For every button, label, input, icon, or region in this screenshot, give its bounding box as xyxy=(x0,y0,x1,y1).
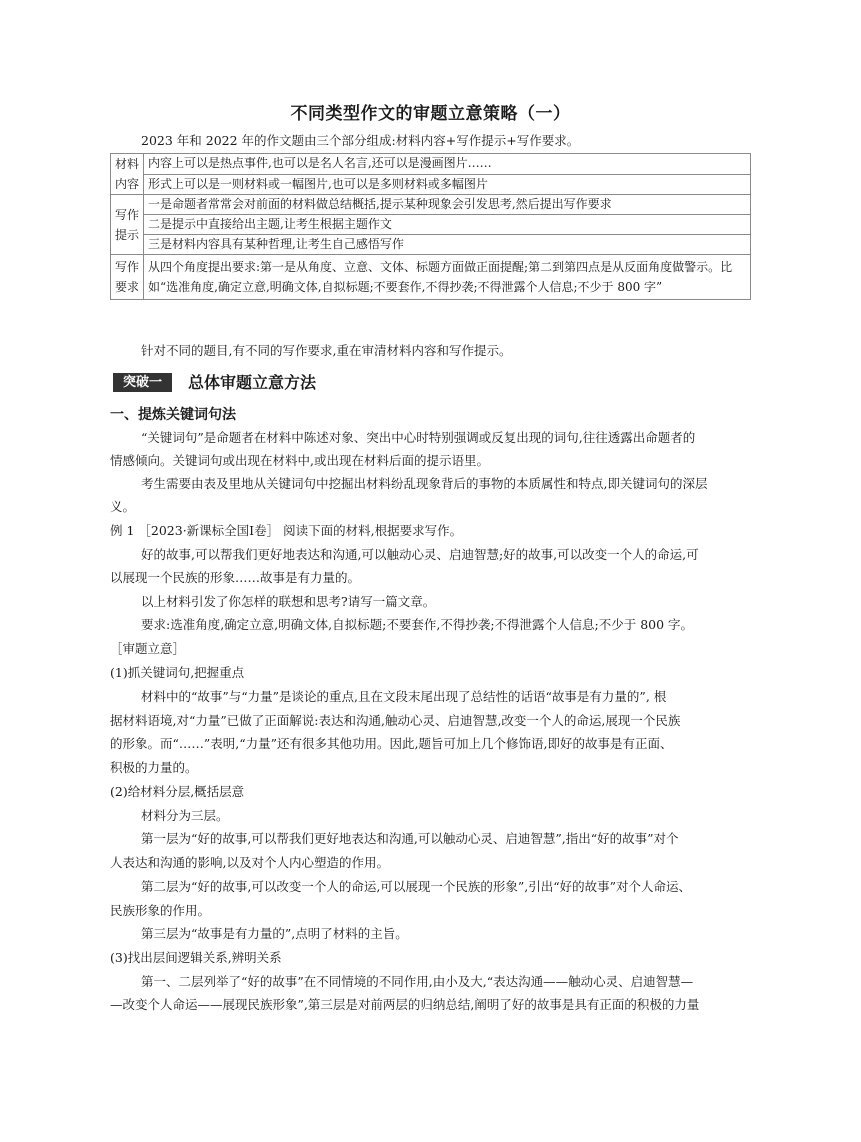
intro-text: 2023 年和 2022 年的作文题由三个部分组成:材料内容+写作提示+写作要求。 xyxy=(141,133,580,148)
body-line: 积极的力量的。 xyxy=(110,760,198,775)
table-cell: 三是材料内容具有某种哲理,让考生自己感悟写作 xyxy=(144,235,751,255)
table-row xyxy=(111,235,751,255)
table-cell: 从四个角度提出要求:第一是从角度、立意、文体、标题方面做正面提醒;第二到第四点是从反面角度做警示。比如“选准角度,确定立意,明确文体,自拟标题;不要套作,不得抄袭;不得泄露个人信息;不少于 800 字” xyxy=(144,255,751,300)
body-line: 以上材料引发了你怎样的联想和思考?请写一篇文章。 xyxy=(141,594,436,609)
page-title: 不同类型作文的审题立意策略（一） xyxy=(290,104,571,124)
row-header xyxy=(111,195,144,255)
body-line: 情感倾向。关键词句或出现在材料中,或出现在材料后面的提示语里。 xyxy=(110,453,489,468)
table-cell: 内容上可以是热点事件,也可以是名人名言,还可以是漫画图片…… xyxy=(144,154,751,175)
subheading: (3)找出层间逻辑关系,辨明关系 xyxy=(110,950,282,965)
body-line: 人表达和沟通的影响,以及对个人内心塑造的作用。 xyxy=(110,855,389,870)
table-cell: 二是提示中直接给出主题,让考生根据主题作文 xyxy=(144,215,751,235)
materials-table xyxy=(110,153,751,300)
subheading: ［审题立意］ xyxy=(110,641,186,656)
body-line: 以展现一个民族的形象……故事是有力量的。 xyxy=(110,570,361,585)
row-header-line: 写作 要求 xyxy=(114,260,139,294)
subheading: (2)给材料分层,概括层意 xyxy=(110,784,245,799)
body-line: 据材料语境,对“力量”已做了正面解说:表达和沟通,触动心灵、启迪智慧,改变一个人的命运,展现一个民族 xyxy=(110,713,681,728)
example-line: 例 1 ［2023·新课标全国Ⅰ卷］ 阅读下面的材料,根据要求写作。 xyxy=(110,523,463,538)
body-line: 材料中的“故事”与“力量”是谈论的重点,且在文段末尾出现了总结性的话语“故事是有力量的”, 根 xyxy=(141,689,667,704)
body-line: 考生需要由表及里地从关键词句中挖掘出材料纷乱现象背后的事物的本质属性和特点,即关键词句的深层 xyxy=(141,476,708,491)
body-line: 要求:选准角度,确定立意,明确文体,自拟标题;不要套作,不得抄袭;不得泄露个人信息;不少于 800 字。 xyxy=(141,617,694,632)
body-line: 第一、二层列举了“好的故事”在不同情境的不同作用,由小及大,“表达沟通——触动心灵、启迪智慧— xyxy=(141,974,694,989)
subheading: (1)抓关键词句,把握重点 xyxy=(110,665,245,680)
table-row xyxy=(111,154,751,175)
table-cell: 形式上可以是一则材料或一幅图片,也可以是多则材料或多幅图片 xyxy=(144,174,751,195)
body-line: 的形象。而“……”表明,“力量”还有很多其他功用。因此,题旨可加上几个修饰语,即好的故事是有正面、 xyxy=(110,736,673,751)
body-line: 民族形象的作用。 xyxy=(110,903,211,918)
table-cell: 一是命题者常常会对前面的材料做总结概括,提示某种现象会引发思考,然后提出写作要求 xyxy=(144,195,751,215)
body-line: 好的故事,可以帮我们更好地表达和沟通,可以触动心灵、启迪智慧;好的故事,可以改变一个人的命运,可 xyxy=(141,547,699,562)
body-line: 第一层为“好的故事,可以帮我们更好地表达和沟通,可以触动心灵、启迪智慧”,指出“好的故事”对个 xyxy=(141,831,679,846)
table-row xyxy=(111,215,751,235)
section-badge: 突破一 xyxy=(113,373,172,392)
table-row xyxy=(111,174,751,195)
body-line: 义。 xyxy=(110,499,136,514)
row-header-line: 材料 内容 xyxy=(114,157,139,191)
section-title: 总体审题立意方法 xyxy=(188,373,317,392)
heading-1: 一、提炼关键词句法 xyxy=(110,407,236,423)
row-header xyxy=(111,255,144,300)
table-row xyxy=(111,255,751,300)
after-table-text: 针对不同的题目,有不同的写作要求,重在审清材料内容和写作提示。 xyxy=(141,343,512,358)
body-line: 第三层为“故事是有力量的”,点明了材料的主旨。 xyxy=(141,926,408,941)
body-line: —改变个人命运——展现民族形象”,第三层是对前两层的归纳总结,阐明了好的故事是具有正面的积极的力量 xyxy=(110,997,700,1012)
row-header xyxy=(111,154,144,195)
body-line: 第二层为“好的故事,可以改变一个人的命运,可以展现一个民族的形象”,引出“好的故事”对个人命运、 xyxy=(141,879,691,894)
body-line: “关键词句”是命题者在材料中陈述对象、突出中心时特别强调或反复出现的词句,往往透露出命题者的 xyxy=(141,430,696,445)
body-line: 材料分为三层。 xyxy=(141,808,229,823)
table-row xyxy=(111,195,751,215)
row-header-line: 写作 提示 xyxy=(114,207,139,242)
